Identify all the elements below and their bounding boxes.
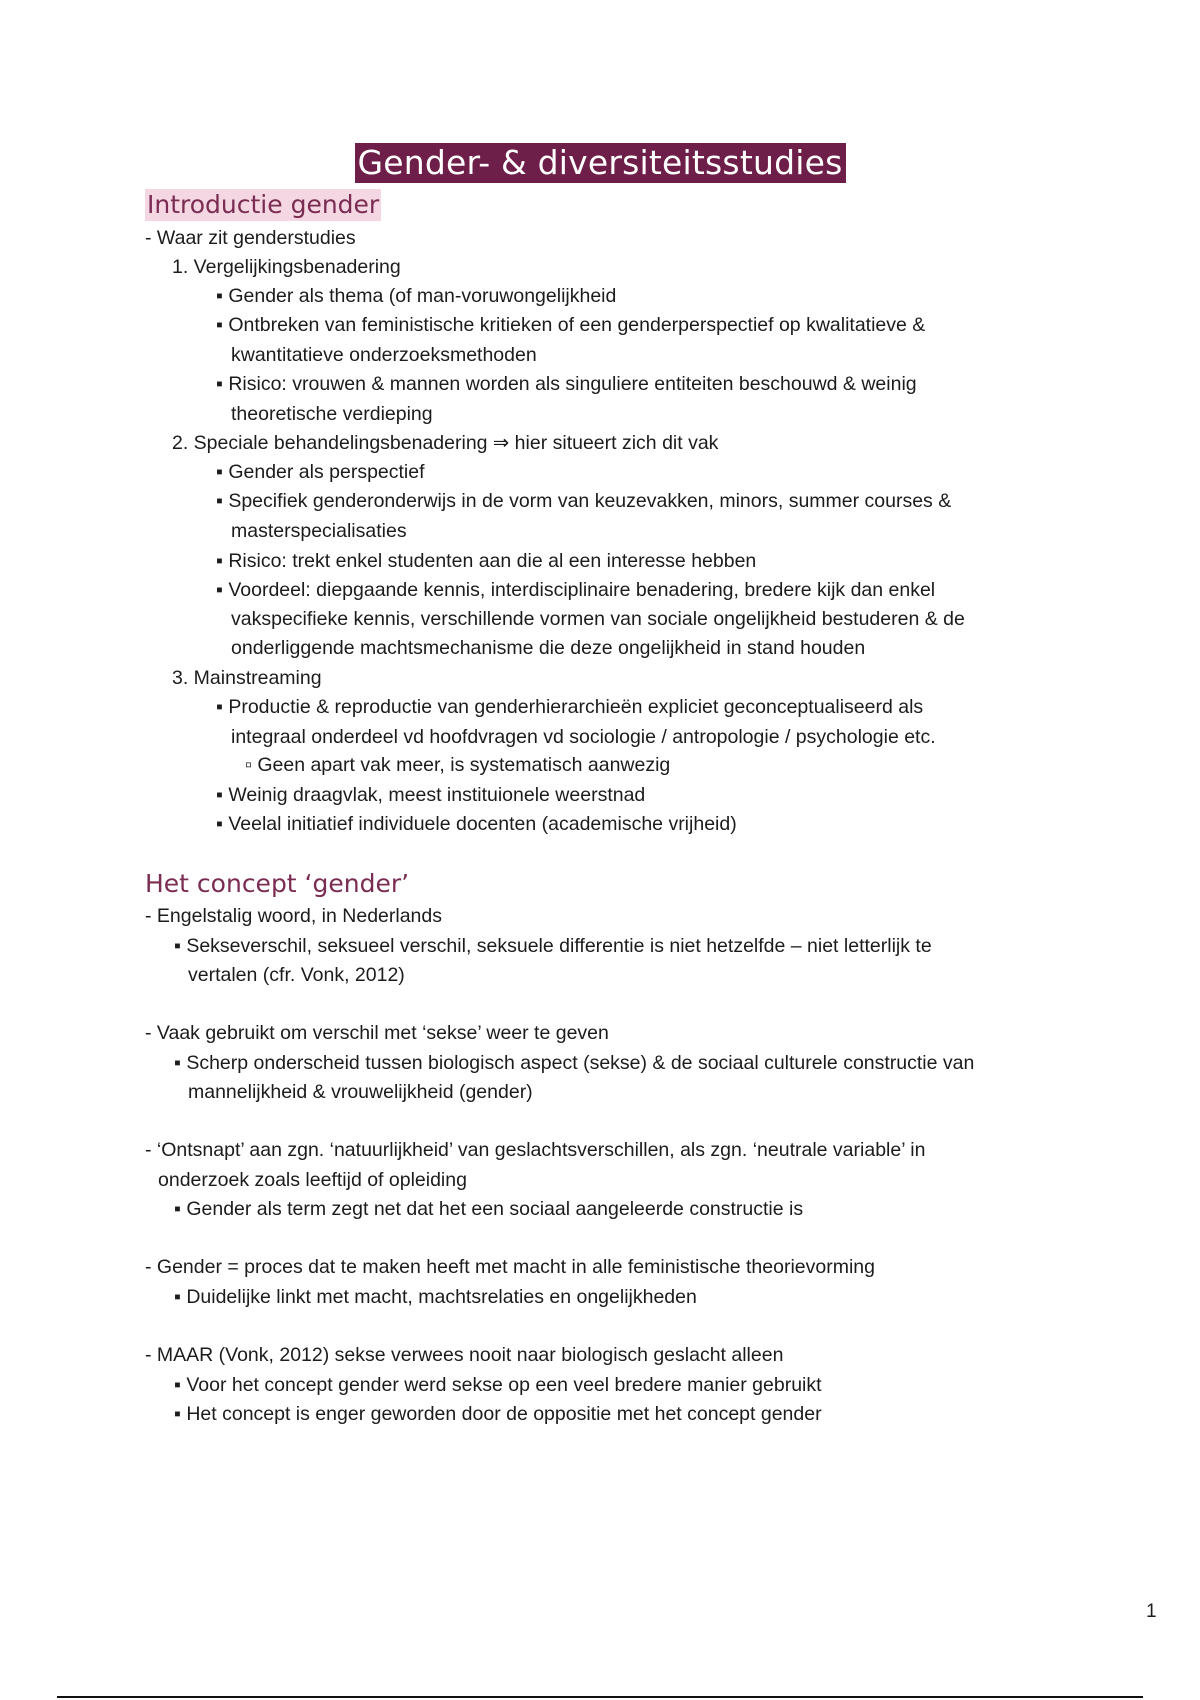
- text-line: ▪ Gender als term zegt net dat het een sociaal aangeleerde constructie is: [174, 1198, 804, 1220]
- text-line: 1. Vergelijkingsbenadering: [172, 256, 401, 278]
- page-title: Gender- & diversiteitsstudies: [355, 143, 846, 183]
- text-line: ▪ Productie & reproductie van genderhierarchieën expliciet geconceptualiseerd als: [216, 696, 924, 718]
- text-line: 2. Speciale behandelingsbenadering ⇒ hier situeert zich dit vak: [172, 432, 719, 454]
- text-line: theoretische verdieping: [231, 403, 433, 425]
- text-line: ▫ Geen apart vak meer, is systematisch aanwezig: [245, 754, 671, 776]
- text-line: ▪ Veelal initiatief individuele docenten (academische vrijheid): [216, 813, 737, 835]
- text-line: - MAAR (Vonk, 2012) sekse verwees nooit naar biologisch geslacht alleen: [145, 1344, 784, 1366]
- text-line: ▪ Risico: trekt enkel studenten aan die al een interesse hebben: [216, 550, 757, 572]
- text-line: mannelijkheid & vrouwelijkheid (gender): [188, 1081, 533, 1103]
- text-line: integraal onderdeel vd hoofdvragen vd sociologie / antropologie / psychologie etc.: [231, 726, 936, 748]
- text-line: ▪ Gender als perspectief: [216, 461, 425, 483]
- text-line: vertalen (cfr. Vonk, 2012): [188, 964, 405, 986]
- title-wrap: [0, 143, 1200, 183]
- text-line: - Waar zit genderstudies: [145, 227, 356, 249]
- text-line: ▪ Sekseverschil, seksueel verschil, seksuele differentie is niet hetzelfde – niet letterlijk te: [174, 935, 932, 957]
- text-line: ▪ Voordeel: diepgaande kennis, interdisciplinaire benadering, bredere kijk dan enkel: [216, 579, 936, 601]
- text-line: ▪ Risico: vrouwen & mannen worden als singuliere entiteiten beschouwd & weinig: [216, 373, 917, 395]
- footer-divider: [57, 1696, 1143, 1698]
- section-heading-introductie: Introductie gender: [147, 190, 380, 219]
- text-line: masterspecialisaties: [231, 520, 407, 542]
- text-line: ▪ Voor het concept gender werd sekse op een veel bredere manier gebruikt: [174, 1374, 822, 1396]
- text-line: ▪ Scherp onderscheid tussen biologisch aspect (sekse) & de sociaal culturele constructie van: [174, 1052, 975, 1074]
- text-line: onderliggende machtsmechanisme die deze ongelijkheid in stand houden: [231, 637, 866, 659]
- text-line: kwantitatieve onderzoeksmethoden: [231, 344, 537, 366]
- text-line: - ‘Ontsnapt’ aan zgn. ‘natuurlijkheid’ van geslachtsverschillen, als zgn. ‘neutrale variable’ in: [145, 1139, 926, 1161]
- text-line: ▪ Ontbreken van feministische kritieken of een genderperspectief op kwalitatieve &: [216, 314, 926, 336]
- page-number: 1: [1146, 1601, 1157, 1622]
- text-line: ▪ Weinig draagvlak, meest instituionele weerstnad: [216, 784, 646, 806]
- text-line: ▪ Gender als thema (of man-voruwongelijkheid: [216, 285, 617, 307]
- section-heading-concept-gender: Het concept ‘gender’: [145, 869, 410, 898]
- text-line: - Vaak gebruikt om verschil met ‘sekse’ weer te geven: [145, 1022, 609, 1044]
- text-line: ▪ Specifiek genderonderwijs in de vorm van keuzevakken, minors, summer courses &: [216, 490, 952, 512]
- text-line: ▪ Het concept is enger geworden door de oppositie met het concept gender: [174, 1403, 822, 1425]
- text-line: - Engelstalig woord, in Nederlands: [145, 905, 442, 927]
- text-line: ▪ Duidelijke linkt met macht, machtsrelaties en ongelijkheden: [174, 1286, 697, 1308]
- text-line: 3. Mainstreaming: [172, 667, 322, 689]
- text-line: - Gender = proces dat te maken heeft met macht in alle feministische theorievorming: [145, 1256, 875, 1278]
- text-line: onderzoek zoals leeftijd of opleiding: [158, 1169, 467, 1191]
- text-line: vakspecifieke kennis, verschillende vormen van sociale ongelijkheid bestuderen & de: [231, 608, 965, 630]
